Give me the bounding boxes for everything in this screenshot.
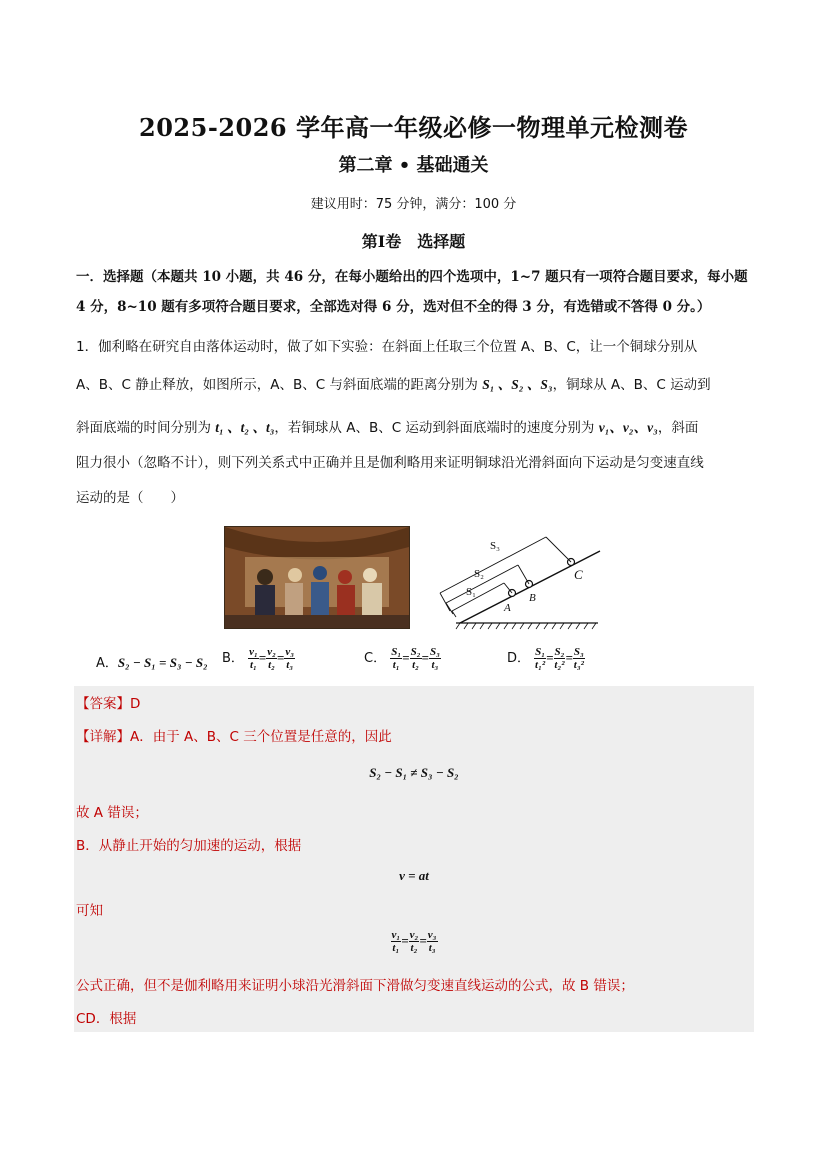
detail-line-a: [76, 725, 392, 745]
equals-sign: =: [565, 650, 573, 665]
frac-den: t₂: [268, 659, 276, 671]
frac-den: t₁: [392, 942, 400, 954]
s2-label: S₂: [474, 568, 484, 580]
galileo-painting-image: [224, 526, 410, 629]
question-line-3c: ，斜面: [657, 420, 699, 436]
frac-num: v₃: [427, 929, 437, 941]
a-conclusion: 故 A 错误；: [76, 805, 148, 821]
equals-sign: =: [421, 650, 429, 665]
option-c-label: C．: [364, 651, 387, 666]
frac-num: v₂: [267, 646, 276, 658]
equation-1: S₂ − S₁ ≠ S₃ − S₂: [369, 765, 459, 780]
point-b-label: B: [529, 592, 536, 604]
frac-num: v₁: [391, 929, 401, 941]
frac-den: t₂: [410, 942, 418, 954]
equals-sign: =: [401, 933, 409, 948]
question-line-3a: 斜面底端的时间分别为: [76, 420, 216, 436]
frac-den: t₂²: [554, 659, 565, 671]
equals-sign: =: [258, 650, 267, 665]
frac-den: t₁: [249, 659, 257, 671]
detail-label: 【详解】: [76, 729, 130, 745]
point-c-label: C: [574, 567, 583, 582]
frac-num: v₂: [409, 929, 419, 941]
s3-label: S₃: [490, 540, 500, 552]
question-line-1: 1．伽利略在研究自由落体运动时，做了如下实验：在斜面上任取三个位置 A、B、C，让一个铜球分别从: [76, 339, 698, 355]
option-a-label: A．: [96, 656, 118, 671]
frac-num: v₁: [249, 646, 258, 658]
frac-den: t₁²: [535, 659, 546, 671]
detail-a-text: A．由于 A、B、C 三个位置是任意的，因此: [130, 729, 392, 745]
option-b-label: B．: [222, 651, 244, 666]
question-line-5: 运动的是（ ）: [76, 490, 184, 506]
question-line-3b: ，若铜球从 A、B、C 运动到斜面底端时的速度分别为: [274, 420, 599, 436]
time-score-info: 建议用时：75 分钟，满分：100 分: [310, 197, 517, 212]
frac-den: t₁: [392, 659, 400, 671]
frac-den: t₃: [286, 659, 294, 671]
equation-3: [74, 929, 754, 954]
page-title: 2025-2026 学年高一年级必修一物理单元检测卷: [139, 113, 688, 142]
question-line-4: 阻力很小（忽略不计），则下列关系式中正确并且是伽利略用来证明铜球沿光滑斜面向下运动是匀变速直线: [76, 455, 704, 471]
equation-2: v = at: [399, 868, 429, 883]
option-d[interactable]: [507, 646, 585, 671]
answer-label: 【答案】D: [76, 696, 141, 712]
b-conclusion: 公式正确，但不是伽利略用来证明小球沿光滑斜面下滑做匀变速直线运动的公式，故 B 错误；: [76, 978, 634, 994]
option-a[interactable]: [96, 652, 208, 671]
frac-den: t₃: [428, 942, 436, 954]
cd-intro: CD．根据: [76, 1011, 137, 1027]
frac-num: S₂: [554, 646, 565, 658]
option-d-label: D．: [507, 651, 531, 666]
s-variables: S₁ 、S₂ 、S₃: [482, 377, 553, 392]
option-a-expr: S₂ − S₁ = S₃ − S₂: [117, 655, 208, 670]
s1-label: S₁: [466, 586, 476, 598]
equals-sign: =: [276, 650, 285, 665]
frac-num: S₁: [535, 646, 546, 658]
frac-num: S₂: [410, 646, 421, 658]
point-a-label: A: [504, 602, 511, 614]
frac-den: t₃²: [573, 659, 584, 671]
frac-num: v₃: [285, 646, 295, 658]
question-line-2: [76, 373, 711, 393]
frac-num: S₁: [391, 646, 402, 658]
volume-heading: 第I卷 选择题: [361, 232, 466, 251]
section-instructions: 一．选择题（本题共 10 小题，共 46 分，在每小题给出的四个选项中，1~7 题只有一项符合题目要求，每小题 4 分，8~10 题有多项符合题目要求，全部选对得 6 分，选对但不全的得 3 分，有选错或不答得 0 分。）: [76, 269, 748, 315]
frac-den: t₂: [412, 659, 420, 671]
option-b[interactable]: [222, 646, 295, 671]
option-c[interactable]: [364, 646, 441, 671]
equals-sign: =: [402, 650, 410, 665]
frac-num: S₃: [429, 646, 440, 658]
question-line-2b: ，铜球从 A、B、C 运动到: [552, 377, 711, 393]
question-line-3: [76, 416, 698, 436]
b-know: 可知: [76, 903, 103, 919]
b-intro: B．从静止开始的匀加速的运动，根据: [76, 838, 302, 854]
frac-num: S₃: [573, 646, 584, 658]
question-line-2a: A、B、C 静止释放，如图所示，A、B、C 与斜面底端的距离分别为: [76, 377, 483, 393]
equals-sign: =: [546, 650, 554, 665]
v-variables: v₁、v₂、v₃: [598, 420, 658, 435]
frac-den: t₃: [431, 659, 439, 671]
incline-diagram: [428, 515, 608, 635]
chapter-subtitle: 第二章 • 基础通关: [338, 155, 489, 176]
t-variables: t₁ 、t₂ 、t₃: [215, 420, 275, 435]
equals-sign: =: [419, 933, 427, 948]
